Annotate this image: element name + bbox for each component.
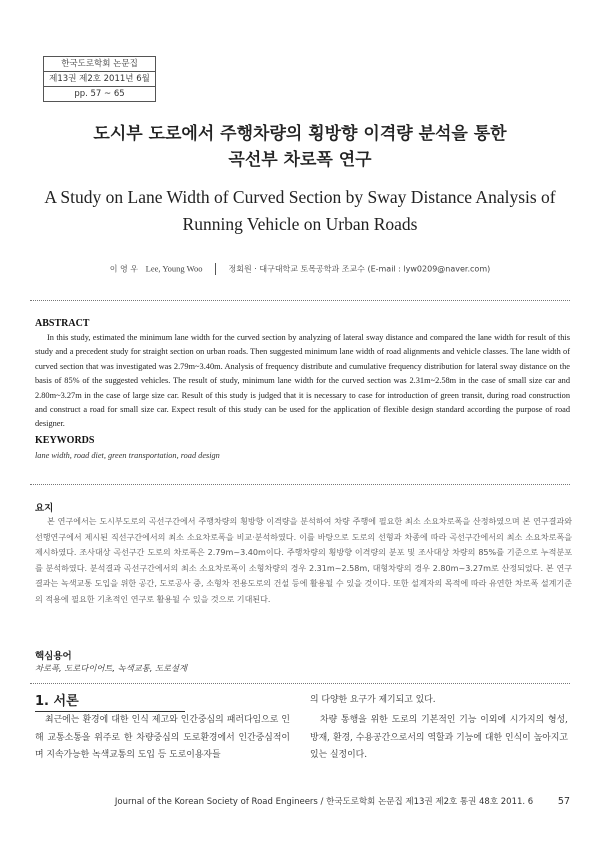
journal-info-box	[43, 56, 156, 102]
divider-top	[30, 300, 570, 301]
korean-abstract-text: 본 연구에서는 도시부도로의 곡선구간에서 주행차량의 횡방향 이격량을 분석하여 차량 주행에 필요한 최소 소요차로폭을 산정하였으며 본 연구결과와 선행연구에서 제시된 직선구간에서의 최소 소요차로폭을 비교·분석하였다. 이를 바탕으로 도로의 선형과 차종에 따라 곡선구간에서의 최소 소요차로폭을 제시하였다. 조사대상 곡선구간 도로의 차로폭은 2.79m~3.40m이다. 주행차량의 횡방향 이격량의 분포 및 조사대상 차량의 85%를 기준으로 누적분포를 분석하였다. 분석결과 곡선구간에서의 최소 소요차로폭이 소형차량의 경우 2.31m~2.58m, 대형차량의 경우 2.80m~3.27m로 산정되었다. 본 연구결과는 녹색교통 도입을 위한 공간, 도로공사 중, 소형차 전용도로의 건설 등에 활용될 수 있을 것이다. 또한 설계자의 목적에 따라 유연한 차로폭 설계기준의 적용에 필요한 기초적인 연구로 활용될 수 있을 것으로 기대된다.	[35, 517, 572, 604]
journal-pages: pp. 57 ~ 65	[74, 89, 125, 99]
section-1-right-paragraph-2: 차량 통행을 위한 도로의 기본적인 기능 이외에 시가지의 형성, 방재, 환경, 수용공간으로서의 역할과 기능에 대한 인식이 높아지고 있는 실정이다.	[310, 715, 568, 760]
korean-keywords-heading: 핵심용어	[35, 651, 72, 662]
section-1-heading	[35, 690, 79, 709]
author-name-en: Lee, Young Woo	[145, 263, 203, 274]
keywords-text: lane width, road diet, green transportation, road design	[35, 451, 220, 460]
section-1-left-column: 최근에는 환경에 대한 인식 제고와 인간중심의 패러다임으로 인해 교통소통을 위주로 한 차량중심의 도로환경에서 인간중심적이며 지속가능한 녹색교통의 도입 등 도로이용자들	[35, 715, 290, 760]
korean-abstract-heading: 요지	[35, 503, 54, 514]
author-name-ko: 이 영 우	[109, 264, 139, 274]
korean-title-line-1: 도시부 도로에서 주행차량의 횡방향 이격량 분석을 통한	[93, 124, 507, 144]
page-footer	[115, 795, 570, 807]
keywords-heading: KEYWORDS	[35, 435, 95, 446]
english-title-line-2: Running Vehicle on Urban Roads	[182, 214, 418, 234]
section-1-heading-text: 1. 서론	[35, 694, 79, 709]
divider-bottom	[30, 683, 570, 684]
footer-journal: Journal of the Korean Society of Road Engineers / 한국도로학회 논문집 제13권 제2호 통권 48호 2011. 6	[114, 797, 534, 807]
author-row	[0, 263, 600, 275]
journal-name: 한국도로학회 논문집	[44, 57, 155, 72]
author-separator	[215, 263, 216, 275]
page-number: 57	[557, 796, 570, 807]
korean-keywords-text: 차로폭, 도로다이어트, 녹색교통, 도로설계	[35, 663, 188, 673]
section-1-right-paragraph-1: 의 다양한 요구가 제기되고 있다.	[310, 695, 436, 705]
korean-title-line-2: 곡선부 차로폭 연구	[228, 150, 372, 170]
author-affiliation: 정회원 · 대구대학교 토목공학과 조교수 (E-mail : lyw0209@naver.com)	[228, 264, 491, 274]
journal-volume: 제13권 제2호 2011년 6월	[44, 72, 155, 87]
english-title-line-1: A Study on Lane Width of Curved Section by Sway Distance Analysis of	[44, 187, 556, 207]
abstract-heading: ABSTRACT	[35, 318, 90, 329]
abstract-text: In this study, estimated the minimum lane width for the curved section by analyzing of lateral sway distance and compared the lane width for result of this study and a precedent study for straight section on urban roads. Then suggested minimum lane width of road alignments and vehicle classes. The lane width of curved section that was investigated was 2.79m~3.40m. Analysis of frequency distribute and cumulative frequency distribution for lateral sway distance on the basis of 85% of the suggested vehicles. The result of study, minimum lane width for the curved section was 2.31m~2.58m in the case of small size car and 2.80m~3.27m in the case of large size car. Result of this study is judged that it is necessary to case for introduction of green transit, during road construction and construct a road for small size car. Expect result of this study can be used for the application of flexible design standard according the purpose of road designer.	[35, 333, 570, 429]
divider-middle	[30, 484, 570, 485]
